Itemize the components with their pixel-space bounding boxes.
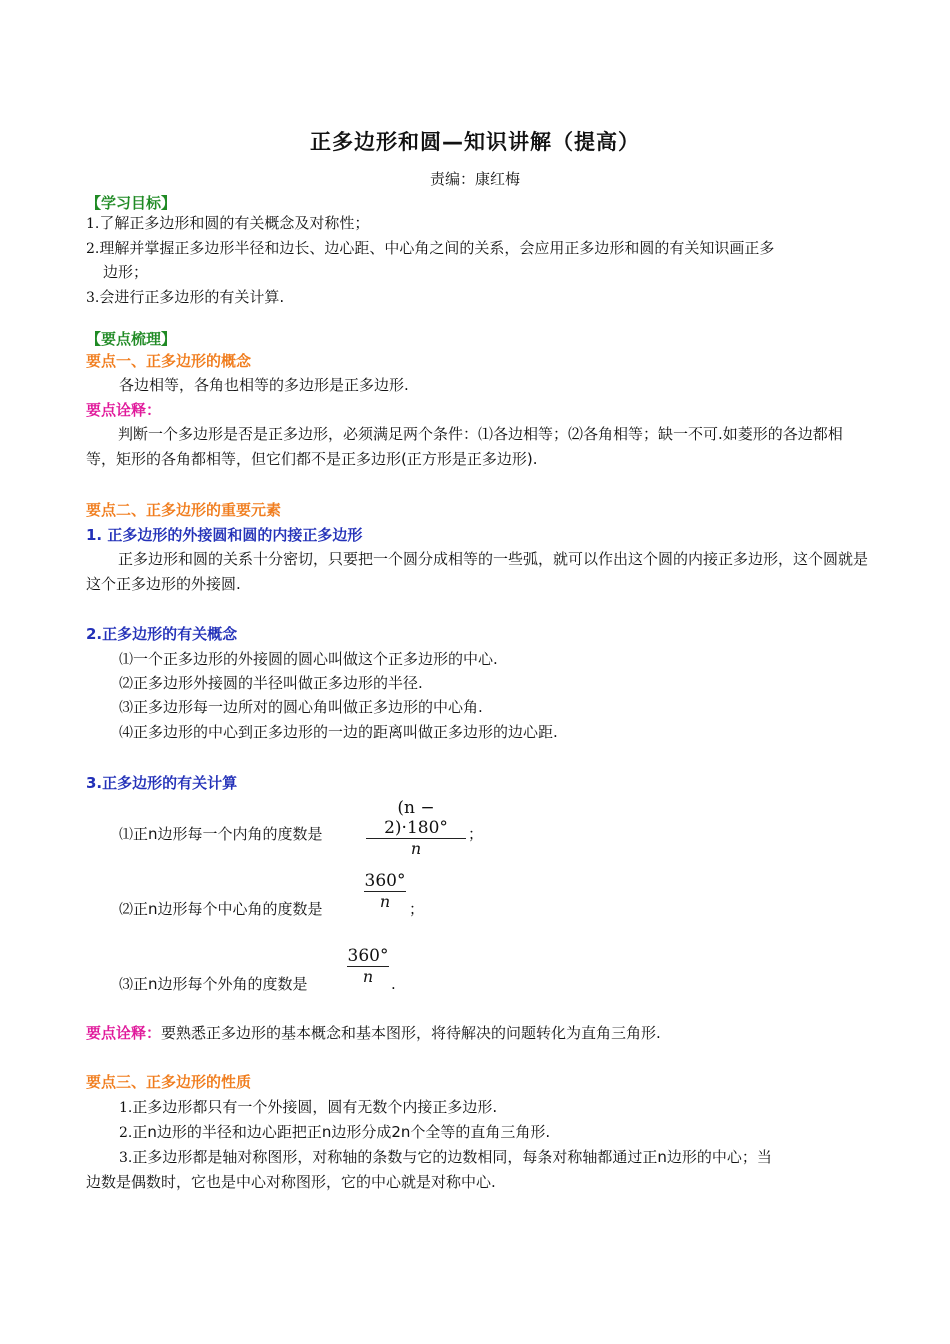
point2-heading: 要点二、正多边形的重要元素 xyxy=(86,501,282,519)
point2-sub1-heading: 1. 正多边形的外接圆和圆的内接正多边形 xyxy=(86,526,363,544)
point2-note xyxy=(86,1021,661,1045)
point1-heading: 要点一、正多边形的概念 xyxy=(86,352,252,370)
goal-text: 理解并掌握正多边形半径和边长、边心距、中心角之间的关系，会应用正多边形和圆的有关知识画正多 xyxy=(99,239,775,257)
summary-heading: 【要点梳理】 xyxy=(86,330,177,348)
formula-num: ⑴ xyxy=(119,827,133,843)
concept-num: ⑷ xyxy=(119,725,133,741)
point2-note-text: 要熟悉正多边形的基本概念和基本图形，将待解决的问题转化为直角三角形. xyxy=(161,1024,661,1042)
concept-item-4 xyxy=(119,720,558,745)
property-item-3 xyxy=(119,1145,772,1170)
fraction-denominator: n xyxy=(379,892,391,911)
goal-num: 1. xyxy=(86,216,100,232)
formula-text: 正n边形每个外角的度数是 xyxy=(133,975,308,993)
point1-definition: 各边相等，各角也相等的多边形是正多边形. xyxy=(119,376,409,394)
concept-text: 正多边形外接圆的半径叫做正多边形的半径. xyxy=(133,674,423,692)
formula-text: 正n边形每一个内角的度数是 xyxy=(133,825,323,843)
concept-text: 正多边形每一边所对的圆心角叫做正多边形的中心角. xyxy=(133,698,483,716)
point1-note-label: 要点诠释： xyxy=(86,401,162,419)
concept-num: ⑵ xyxy=(119,676,133,692)
goal-num: 2. xyxy=(86,241,100,257)
goal-text: 会进行正多边形的有关计算. xyxy=(99,288,285,306)
fraction-interior-angle xyxy=(366,798,466,858)
point2-sub3-heading: 3.正多边形的有关计算 xyxy=(86,774,238,792)
fraction-numerator: (n − 2)·180° xyxy=(384,798,448,838)
concept-text: 正多边形的中心到正多边形的一边的距离叫做正多边形的边心距. xyxy=(133,723,558,741)
fraction-numerator: 360° xyxy=(347,946,389,966)
goals-heading: 【学习目标】 xyxy=(86,194,177,212)
fraction-exterior-angle xyxy=(347,946,389,986)
fraction-denominator: n xyxy=(410,839,422,858)
point2-sub1-text: 正多边形和圆的关系十分密切，只要把一个圆分成相等的一些弧，就可以作出这个圆的内接正多边形，这个圆就是这个正多边形的外接圆. xyxy=(86,550,869,593)
goal-item-2 xyxy=(86,236,774,261)
fraction-denominator: n xyxy=(362,967,374,986)
fraction-central-angle xyxy=(364,871,406,911)
concept-item-1 xyxy=(119,647,498,672)
formula-exterior-angle xyxy=(119,972,308,997)
goal-item-1 xyxy=(86,211,369,236)
formula-num: ⑶ xyxy=(119,977,133,993)
formula-text: 正n边形每个中心角的度数是 xyxy=(133,900,323,918)
property-num: 2. xyxy=(119,1125,133,1141)
concept-num: ⑶ xyxy=(119,700,133,716)
property-item-2 xyxy=(119,1120,550,1145)
concept-item-3 xyxy=(119,695,483,720)
property-num: 1. xyxy=(119,1100,133,1116)
formula-tail: ； xyxy=(409,900,425,918)
formula-num: ⑵ xyxy=(119,902,133,918)
editor-line: 责编：康红梅 xyxy=(429,170,520,188)
goal-item-3 xyxy=(86,285,284,310)
concept-num: ⑴ xyxy=(119,652,133,668)
goal-text: 了解正多边形和圆的有关概念及对称性； xyxy=(99,214,370,232)
concept-item-2 xyxy=(119,671,423,696)
property-text: 正多边形都是轴对称图形，对称轴的条数与它的边数相同，每条对称轴都通过正n边形的中心；当 xyxy=(132,1148,772,1166)
point3-heading: 要点三、正多边形的性质 xyxy=(86,1073,252,1091)
formula-tail: . xyxy=(391,975,396,993)
formula-tail: ； xyxy=(468,825,484,843)
point2-note-label: 要点诠释： xyxy=(86,1024,162,1042)
goal-item-2-continued: 边形； xyxy=(103,263,149,281)
property-num: 3. xyxy=(119,1150,133,1166)
point1-note-text: 判断一个多边形是否是正多边形，必须满足两个条件：⑴各边相等；⑵各角相等；缺一不可.如菱形的各边都相等，矩形的各角都相等，但它们都不是正多边形(正方形是正多边形). xyxy=(86,425,843,468)
property-text: 正n边形的半径和边心距把正n边形分成2n个全等的直角三角形. xyxy=(132,1123,551,1141)
property-text: 正多边形都只有一个外接圆，圆有无数个内接正多边形. xyxy=(132,1098,498,1116)
page-title: 正多边形和圆—知识讲解（提高） xyxy=(310,130,640,154)
formula-interior-angle xyxy=(119,822,323,847)
fraction-numerator: 360° xyxy=(364,871,406,891)
point2-sub2-heading: 2.正多边形的有关概念 xyxy=(86,625,238,643)
property-item-1 xyxy=(119,1095,497,1120)
formula-central-angle xyxy=(119,897,323,922)
goal-num: 3. xyxy=(86,290,100,306)
concept-text: 一个正多边形的外接圆的圆心叫做这个正多边形的中心. xyxy=(133,650,498,668)
property-item-3-continued: 边数是偶数时，它也是中心对称图形，它的中心就是对称中心. xyxy=(86,1173,496,1191)
